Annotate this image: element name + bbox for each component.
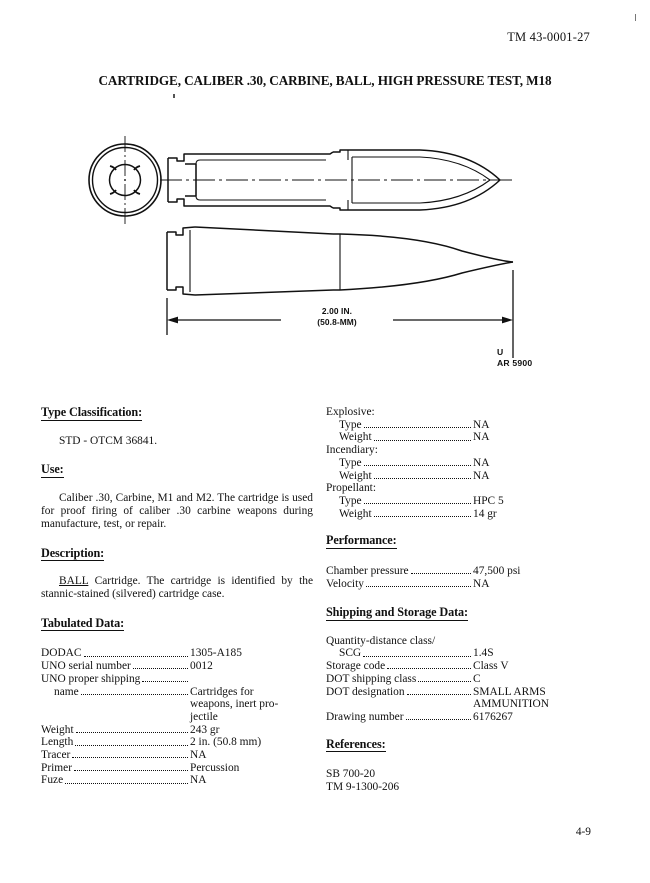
dotted-leader — [366, 579, 473, 590]
data-row-value: 6176267 — [473, 710, 513, 723]
use-heading: Use: — [41, 462, 64, 477]
type-classification-value: STD - OTCM 36841. — [59, 434, 158, 447]
data-row-label: Length — [41, 736, 74, 749]
data-row-label: Velocity — [326, 577, 364, 590]
dotted-leader — [364, 459, 473, 470]
figure-reference-line1: U — [497, 347, 504, 357]
data-row-value: Cartridges for — [190, 685, 254, 698]
shipping-rows — [326, 635, 616, 724]
use-section — [41, 463, 313, 478]
data-row-value: NA — [190, 749, 207, 762]
data-row-label: Type — [339, 456, 362, 469]
data-row — [326, 406, 616, 419]
data-row — [41, 647, 313, 660]
data-row — [41, 724, 313, 737]
data-row — [41, 774, 313, 787]
references-section — [326, 738, 616, 753]
dotted-leader — [374, 433, 473, 444]
data-row-value: 14 gr — [473, 507, 497, 520]
dotted-leader — [74, 763, 190, 774]
scan-corner-mark — [635, 14, 636, 21]
dotted-leader — [407, 687, 473, 698]
data-row — [326, 419, 616, 432]
performance-heading: Performance: — [326, 533, 397, 548]
cartridge-outline-view — [167, 227, 513, 295]
data-row-label: Incendiary: — [326, 444, 378, 457]
data-row — [326, 578, 616, 591]
description-text-body: Cartridge. The cartridge is identified by the stannic-stained (silvered) cartridge case. — [41, 575, 313, 601]
data-row-label: DOT shipping class — [326, 672, 417, 685]
tabulated-data-rows — [41, 647, 313, 787]
performance-section — [326, 534, 616, 549]
dimension-millimeters: (50.8-MM) — [317, 316, 357, 327]
data-row-value: NA — [473, 431, 490, 444]
right-column — [326, 406, 616, 794]
description-heading: Description: — [41, 545, 105, 560]
data-row-value: 2 in. (50.8 mm) — [190, 736, 262, 749]
data-row-value: AMMUNITION — [473, 698, 549, 711]
data-row-value: C — [473, 672, 481, 685]
data-row — [326, 482, 616, 495]
data-row-label: Weight — [339, 469, 372, 482]
dotted-leader — [76, 725, 190, 736]
data-row-value: SMALL ARMS — [473, 685, 546, 698]
data-row-value: NA — [473, 456, 490, 469]
description-text — [41, 575, 313, 601]
data-row-label: Explosive: — [326, 406, 375, 418]
tabulated-data-section — [41, 617, 313, 632]
data-row-value: NA — [190, 774, 207, 787]
page-number: 4-9 — [575, 826, 591, 838]
data-row-value: NA — [473, 418, 490, 431]
data-row — [326, 660, 616, 673]
dotted-leader — [133, 662, 190, 673]
data-row — [326, 686, 616, 699]
dotted-leader — [75, 738, 190, 749]
data-row-label: name — [54, 685, 79, 698]
description-emphasis: BALL — [59, 575, 89, 588]
data-row-value: Percussion — [190, 761, 240, 774]
reference-item: SB 700-20 — [326, 768, 376, 781]
data-row-label: Fuze — [41, 774, 64, 787]
data-row-label: UNO proper shipping — [41, 672, 141, 685]
data-row — [326, 647, 616, 660]
row-spacer — [41, 698, 190, 711]
performance-rows — [326, 565, 616, 590]
row-spacer — [326, 698, 473, 711]
type-classification-heading: Type Classification: — [41, 405, 143, 419]
description-section — [41, 547, 313, 562]
data-row — [41, 660, 313, 673]
data-row-value: 47,500 psi — [473, 564, 521, 577]
scan-artifact-mark — [173, 94, 175, 98]
data-row — [326, 457, 616, 470]
dotted-leader — [411, 567, 473, 578]
dotted-leader — [142, 675, 190, 686]
dotted-leader — [387, 662, 473, 673]
data-row-value: 243 gr — [190, 723, 220, 736]
data-row-continuation — [326, 698, 616, 711]
data-row-label: UNO serial number — [41, 660, 131, 673]
cartridge-section-view — [160, 150, 515, 210]
data-row-value: 1305-A185 — [190, 647, 242, 660]
references-heading: References: — [326, 736, 386, 751]
data-row-continuation — [41, 711, 313, 724]
figure-reference-line2: AR 5900 — [497, 357, 533, 368]
component-rows — [326, 406, 616, 520]
data-row-label: Weight — [41, 723, 74, 736]
left-column — [41, 406, 313, 787]
dotted-leader — [364, 497, 473, 508]
data-row-value: HPC 5 — [473, 494, 504, 507]
data-row — [326, 565, 616, 578]
data-row-label: Quantity-distance class/ — [326, 634, 436, 647]
dotted-leader — [72, 751, 190, 762]
data-row-value: Class V — [473, 660, 509, 673]
document-number: TM 43-0001-27 — [507, 30, 590, 44]
dotted-leader — [418, 675, 473, 686]
data-row — [326, 444, 616, 457]
dotted-leader — [406, 713, 474, 724]
figure-reference — [497, 347, 532, 368]
data-row-label: Weight — [339, 507, 372, 520]
reference-list — [326, 768, 616, 794]
data-row-label: Weight — [339, 431, 372, 444]
dotted-leader — [81, 687, 190, 698]
data-row-value: weapons, inert pro- — [190, 698, 279, 711]
data-row-value: 1.4S — [473, 647, 494, 660]
dotted-leader — [363, 649, 473, 660]
use-text: Caliber .30, Carbine, M1 and M2. The cartridge is used for proof firing of caliber .30 carbine weapons during manufacture, test, or repair. — [41, 491, 313, 530]
data-row — [326, 431, 616, 444]
cartridge-figure — [0, 130, 650, 375]
data-row-continuation — [41, 698, 313, 711]
data-row-label: Type — [339, 494, 362, 507]
data-row-value: jectile — [190, 710, 218, 723]
data-row-label: Propellant: — [326, 482, 376, 495]
dotted-leader — [65, 776, 190, 787]
dotted-leader — [374, 509, 473, 520]
tabulated-data-heading: Tabulated Data: — [41, 615, 125, 630]
data-row-label: Primer — [41, 761, 73, 774]
data-row-label: DOT designation — [326, 685, 405, 698]
shipping-section — [326, 606, 616, 621]
page-title: CARTRIDGE, CALIBER .30, CARBINE, BALL, HIGH PRESSURE TEST, M18 — [98, 73, 552, 88]
data-row — [326, 470, 616, 483]
data-row — [41, 749, 313, 762]
data-row — [41, 686, 313, 699]
cartridge-base-view — [89, 136, 161, 224]
figure-dimension-label — [282, 306, 392, 327]
data-row-label: Type — [339, 418, 362, 431]
data-row-label: DODAC — [41, 647, 82, 660]
dotted-leader — [84, 649, 190, 660]
data-row-value: NA — [473, 577, 490, 590]
shipping-heading: Shipping and Storage Data: — [326, 605, 468, 620]
data-row — [326, 635, 616, 648]
data-row — [326, 673, 616, 686]
data-row-label: SCG — [339, 647, 362, 660]
data-row — [41, 673, 313, 686]
data-row-label: Chamber pressure — [326, 564, 409, 577]
data-row — [326, 495, 616, 508]
row-spacer — [41, 711, 190, 724]
data-row-value: 0012 — [190, 660, 213, 673]
data-row-label: Drawing number — [326, 710, 404, 723]
data-row — [41, 736, 313, 749]
data-row — [326, 711, 616, 724]
data-row — [326, 508, 616, 521]
reference-item: TM 9-1300-206 — [326, 780, 400, 793]
dimension-inches: 2.00 IN. — [321, 306, 353, 316]
dotted-leader — [364, 420, 473, 431]
data-row-value: NA — [473, 469, 490, 482]
type-classification-section — [41, 406, 313, 421]
data-row-label: Tracer — [41, 749, 71, 762]
dotted-leader — [374, 471, 473, 482]
data-row — [41, 762, 313, 775]
data-row-label: Storage code — [326, 660, 386, 673]
